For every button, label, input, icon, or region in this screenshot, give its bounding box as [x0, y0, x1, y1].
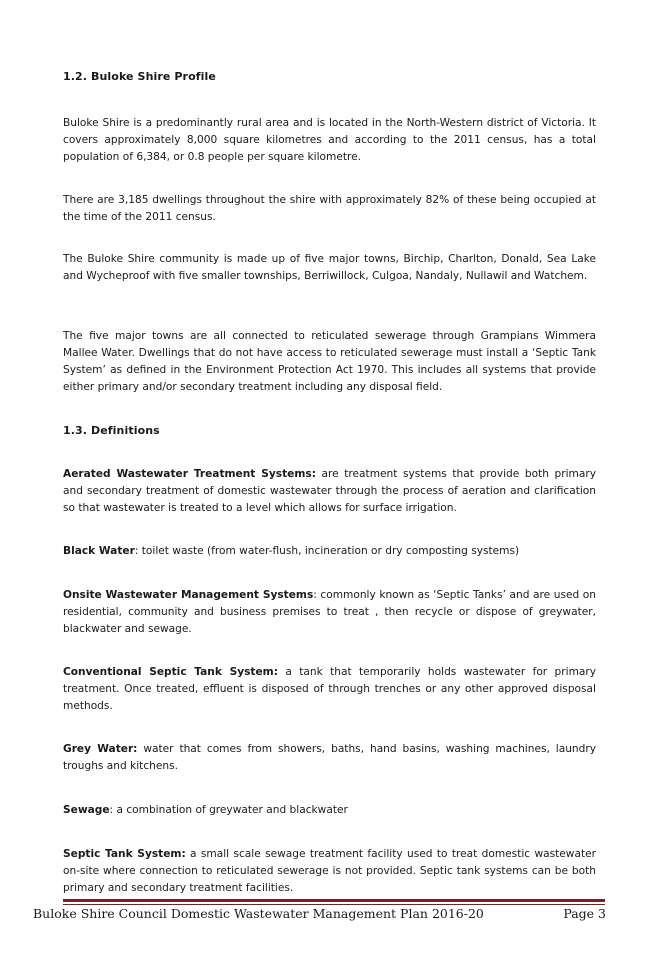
definition-term: Black Water	[63, 545, 135, 557]
definition-term: Sewage	[63, 804, 110, 816]
document-page	[33, 0, 606, 957]
definition-term: Conventional Septic Tank System:	[63, 666, 278, 678]
profile-paragraph-3: The Buloke Shire community is made up of five major towns, Birchip, Charlton, Donald, Sea Lake and Wycheproof with five smaller townships, Berriwillock, Culgoa, Nandaly, Nullawil and Watchem.	[63, 253, 596, 282]
definition-aerated-wastewater	[63, 466, 596, 517]
heading-definitions: 1.3. Definitions	[63, 424, 160, 437]
definition-onsite-wastewater	[63, 587, 596, 638]
definition-text: a small scale sewage treatment facility used to treat domestic wastewater on-site where connection to reticulated sewerage is not provided. Septic tank systems can be both primary and secondary treatment facilities.	[63, 848, 596, 894]
definition-term: Aerated Wastewater Treatment Systems:	[63, 468, 316, 480]
profile-paragraph-4: The five major towns are all connected to reticulated sewerage through Grampians Wimmera Mallee Water. Dwellings that do not have access to reticulated sewerage must install a ‘Septic Tank System’ as defined in the Environment Protection Act 1970. This includes all systems that provide either primary and/or secondary treatment including any disposal field.	[63, 330, 596, 393]
definition-conventional-septic	[63, 664, 596, 715]
profile-paragraph-1: Buloke Shire is a predominantly rural area and is located in the North-Western district of Victoria. It covers approximately 8,000 square kilometres and according to the 2011 census, has a total population of 6,384, or 0.8 people per square kilometre.	[63, 117, 596, 163]
footer-rule	[63, 899, 605, 902]
definition-black-water	[63, 543, 596, 560]
footer-rule-thin	[63, 904, 605, 905]
definition-septic-tank-system	[63, 846, 596, 897]
definition-grey-water	[63, 741, 596, 775]
definition-text: a tank that temporarily holds wastewater for primary treatment. Once treated, effluent is disposed of through trenches or any other approved disposal methods.	[63, 666, 597, 712]
definition-text: : toilet waste (from water-flush, incineration or dry composting systems)	[134, 545, 520, 557]
definition-term: Grey Water:	[63, 743, 138, 755]
definition-text: : commonly known as ‘Septic Tanks’ and are used on residential, community and business premises to treat , then recycle or dispose of greywater, blackwater and sewage.	[63, 589, 596, 635]
definition-text: : a combination of greywater and blackwater	[109, 804, 348, 816]
footer-page-number: Page 3	[563, 906, 606, 921]
definition-term: Septic Tank System:	[63, 848, 186, 860]
definition-term: Onsite Wastewater Management Systems	[63, 589, 314, 601]
profile-paragraph-2: There are 3,185 dwellings throughout the shire with approximately 82% of these being occupied at the time of the 2011 census.	[63, 194, 596, 223]
heading-buloke-shire-profile: 1.2. Buloke Shire Profile	[63, 70, 216, 83]
definition-sewage	[63, 802, 596, 819]
definition-text: water that comes from showers, baths, hand basins, washing machines, laundry troughs and kitchens.	[63, 743, 596, 772]
definition-text: are treatment systems that provide both primary and secondary treatment of domestic wastewater through the process of aeration and clarification so that wastewater is treated to a level which allows for surface irrigation.	[63, 468, 596, 514]
footer-document-title: Buloke Shire Council Domestic Wastewater Management Plan 2016-20	[33, 906, 484, 921]
